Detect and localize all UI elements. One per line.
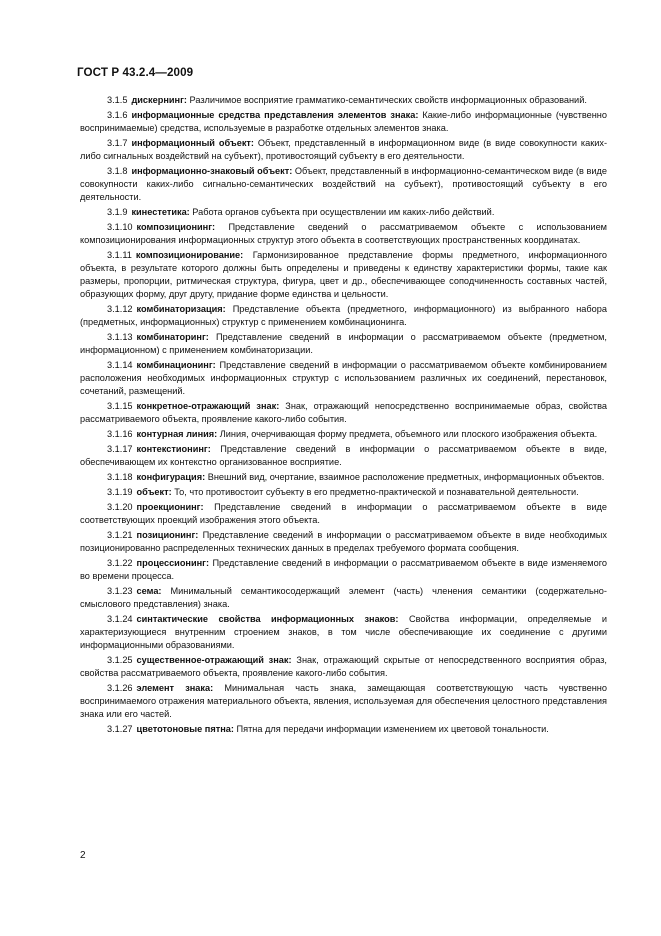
definition-entry xyxy=(80,443,607,469)
entry-number: 3.1.16 xyxy=(107,429,133,439)
standard-title: ГОСТ Р 43.2.4—2009 xyxy=(77,66,194,79)
definition-entry xyxy=(80,331,607,357)
entry-term: контурная линия: xyxy=(136,429,218,439)
entry-term: композиционирование: xyxy=(135,250,244,260)
entry-term: процессионинг: xyxy=(136,558,210,568)
entry-number: 3.1.17 xyxy=(107,444,133,454)
definition-entry xyxy=(80,471,607,484)
definition-entry xyxy=(80,529,607,555)
definition-entry xyxy=(80,613,607,652)
entry-term: объект: xyxy=(136,487,172,497)
page-number: 2 xyxy=(80,850,86,861)
entry-term: существенное-отражающий знак: xyxy=(136,655,292,665)
entry-term: конкретное-отражающий знак: xyxy=(136,401,280,411)
entry-number: 3.1.21 xyxy=(107,530,133,540)
entry-number: 3.1.9 xyxy=(107,207,128,217)
definition-entry xyxy=(80,359,607,398)
entry-definition: Представление сведений в информации о рассматриваемом объекте в виде соответствующих проекций изображения этого объекта. xyxy=(80,502,607,525)
entry-definition: Представление сведений в информации о рассматриваемом объекте комбинированием расположения необходимых информационных структур с использованием различных их соединений, перестановок, сочетаний, размещений. xyxy=(80,360,607,396)
entry-number: 3.1.23 xyxy=(107,586,133,596)
entry-number: 3.1.24 xyxy=(107,614,133,624)
entry-definition: Минимальный семантикосодержащий элемент (часть) членения семантики (содержательно-смыслового представления) знака. xyxy=(80,586,607,609)
entry-number: 3.1.22 xyxy=(107,558,133,568)
definitions-list xyxy=(80,94,607,738)
entry-definition: Внешний вид, очертание, взаимное расположение предметных, информационных объектов. xyxy=(207,472,605,482)
definition-entry xyxy=(80,428,607,441)
definition-entry xyxy=(80,109,607,135)
entry-number: 3.1.19 xyxy=(107,487,133,497)
entry-term: синтактические свойства информационных знаков: xyxy=(136,614,399,624)
definition-entry xyxy=(80,585,607,611)
entry-definition: Различимое восприятие грамматико-семантических свойств информационных образований. xyxy=(189,95,587,105)
entry-term: композиционинг: xyxy=(136,222,216,232)
entry-term: комбинаторизация: xyxy=(136,304,226,314)
entry-definition: Представление сведений в информации о рассматриваемом объекте в виде необходимых позиционированно распределенных технических данных в пределах требуемого формата сообщения. xyxy=(80,530,607,553)
definition-entry xyxy=(80,501,607,527)
document-header xyxy=(77,66,193,79)
entry-term: цветотоновые пятна: xyxy=(136,724,234,734)
entry-term: конфигурация: xyxy=(136,472,206,482)
entry-number: 3.1.27 xyxy=(107,724,133,734)
entry-definition: Представление сведений в информации о рассматриваемом объекте в виде, обеспечивающем их контекстно организованное восприятие. xyxy=(80,444,607,467)
definition-entry xyxy=(80,94,607,107)
entry-number: 3.1.12 xyxy=(107,304,133,314)
definition-entry xyxy=(80,557,607,583)
entry-number: 3.1.25 xyxy=(107,655,133,665)
entry-definition: Знак, отражающий непосредственно воспринимаемые образ, свойства рассматриваемого объекта, проявление какого-либо события. xyxy=(80,401,607,424)
entry-definition: Представление объекта (предметного, информационного) из выбранного набора (предметных, информационных) структур с применением комбинационинга. xyxy=(80,304,607,327)
entry-definition: То, что противостоит субъекту в его предметно-практической и познавательной деятельности. xyxy=(174,487,579,497)
entry-definition: Пятна для передачи информации изменением их цветовой тональности. xyxy=(236,724,549,734)
entry-definition: Минимальная часть знака, замещающая соответствующую часть чувственно воспринимаемого отражения материального объекта, явления, используемая для обеспечения целостного представления знака или его частей. xyxy=(80,683,607,719)
definition-entry xyxy=(80,400,607,426)
entry-number: 3.1.5 xyxy=(107,95,128,105)
definition-entry xyxy=(80,303,607,329)
entry-definition: Представление сведений в информации о рассматриваемом объекте в виде изменяемого во времени процесса. xyxy=(80,558,607,581)
entry-term: комбинаторинг: xyxy=(136,332,209,342)
entry-definition: Гармонизированное представление формы предметного, информационного объекта, в результате которого должны быть определены и приведены к единству характеристики формы, такие как размеры, пропорции, ритмическая структура, фигура, цвет и др., обеспечивающее соподчиненность составных частей, образующих форму, друг другу, придание форме единства и цельности. xyxy=(80,250,607,299)
entry-number: 3.1.10 xyxy=(107,222,133,232)
entry-definition: Знак, отражающий скрытые от непосредственного восприятия образ, свойства рассматриваемого объекта, проявление какого-либо события. xyxy=(80,655,607,678)
entry-term: сема: xyxy=(136,586,162,596)
entry-term: кинестетика: xyxy=(131,207,190,217)
entry-number: 3.1.26 xyxy=(107,683,133,693)
entry-number: 3.1.14 xyxy=(107,360,133,370)
entry-term: элемент знака: xyxy=(136,683,214,693)
definition-entry xyxy=(80,221,607,247)
entry-number: 3.1.18 xyxy=(107,472,133,482)
entry-term: информационный объект: xyxy=(131,138,254,148)
entry-term: информационные средства представления элементов знака: xyxy=(131,110,419,120)
entry-term: контекстионинг: xyxy=(136,444,211,454)
entry-number: 3.1.11 xyxy=(107,250,132,260)
entry-term: проекционинг: xyxy=(136,502,204,512)
definition-entry xyxy=(80,165,607,204)
definition-entry xyxy=(80,654,607,680)
entry-term: позиционинг: xyxy=(136,530,199,540)
definition-entry xyxy=(80,486,607,499)
entry-definition: Представление сведений в информации о рассматриваемом объекте (предметном, информационном) с применением комбинаторизации. xyxy=(80,332,607,355)
definition-entry xyxy=(80,137,607,163)
entry-number: 3.1.20 xyxy=(107,502,133,512)
entry-term: дискернинг: xyxy=(131,95,187,105)
entry-definition: Свойства информации, определяемые и характеризующиеся внутренним строением знаков, в том числе обеспечивающие их соединение с другими информационными образованиями. xyxy=(80,614,607,650)
entry-definition: Объект, представленный в информационном виде (в виде совокупности каких-либо сигнальных воздействий на субъект), противостоящий субъекту в его деятельности. xyxy=(80,138,608,161)
entry-number: 3.1.15 xyxy=(107,401,133,411)
definition-entry xyxy=(80,249,607,301)
entry-number: 3.1.8 xyxy=(107,166,128,176)
entry-definition: Объект, представленный в информационно-семантическом виде (в виде совокупности каких-либо сигнально-семантических воздействий на субъект), противостоящий субъекту в его деятельности. xyxy=(80,166,607,202)
entry-definition: Какие-либо информационные (чувственно воспринимаемые) средства, используемые в разработке отдельных элементов знака. xyxy=(80,110,607,133)
definition-entry xyxy=(80,206,607,219)
entry-term: информационно-знаковый объект: xyxy=(131,166,293,176)
definition-entry xyxy=(80,723,607,736)
entry-definition: Представление сведений о рассматриваемом объекте с использованием композиционирования информационных структур этого объекта в соответствующих пространственных координатах. xyxy=(80,222,607,245)
entry-number: 3.1.6 xyxy=(107,110,128,120)
entry-definition: Работа органов субъекта при осуществлении им каких-либо действий. xyxy=(192,207,495,217)
entry-term: комбинационинг: xyxy=(136,360,216,370)
entry-number: 3.1.13 xyxy=(107,332,133,342)
definition-entry xyxy=(80,682,607,721)
entry-definition: Линия, очерчивающая форму предмета, объемного или плоского изображения объекта. xyxy=(219,429,598,439)
entry-number: 3.1.7 xyxy=(107,138,128,148)
